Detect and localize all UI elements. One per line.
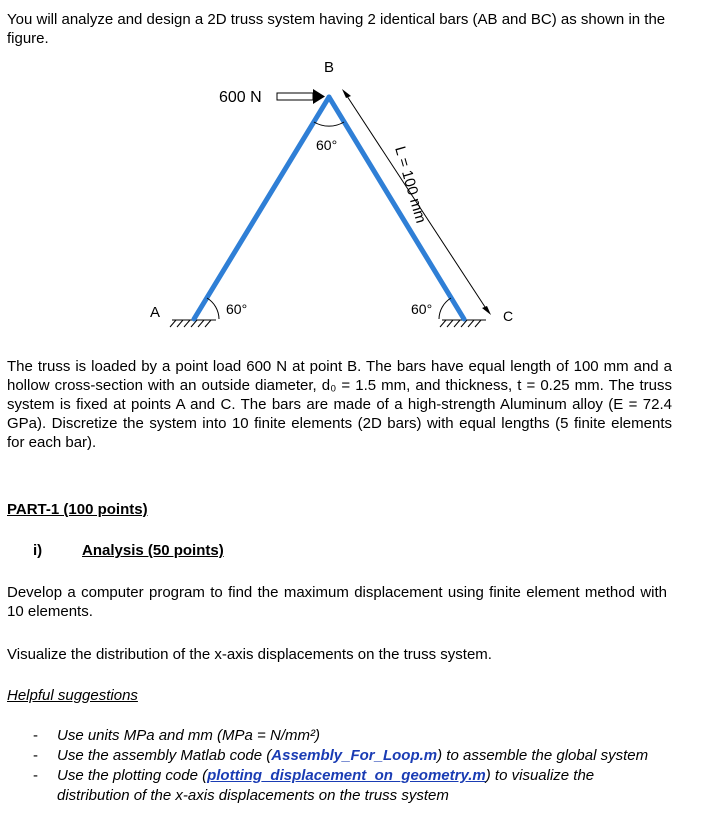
suggestion-assembly	[57, 746, 667, 766]
suggestions-list	[33, 726, 667, 806]
analysis-heading	[33, 542, 224, 559]
intro-text: You will analyze and design a 2D truss system having 2 identical bars (AB and BC) as shown in the figure.	[7, 11, 666, 47]
list-item	[33, 746, 667, 766]
suggestion-assembly-pre: Use the assembly Matlab code (	[57, 747, 272, 764]
suggestion-plotting-pre: Use the plotting code (	[57, 767, 208, 784]
angle-arc-left	[207, 298, 219, 319]
problem-description: The truss is loaded by a point load 600 N at point B. The bars have equal length of 100 mm and a hollow cross-section with an outside diameter, d₀ = 1.5 mm, and thickness, t = 0.25 mm. The truss system is fixed at points A and C. The bars are made of a high-strength Aluminum alloy (E = 72.4 GPa). Discretize the system into 10 finite elements (2D bars) with equal lengths (5 finite elements for each bar).	[7, 358, 672, 451]
point-b-label: B	[324, 59, 335, 76]
angle-right-label: 60°	[411, 301, 433, 317]
suggestion-assembly-post: ) to assemble the global system	[437, 747, 649, 764]
truss-figure	[0, 55, 728, 345]
angle-arc-right	[439, 298, 451, 319]
suggestion-units: Use units MPa and mm (MPa = N/mm²)	[57, 727, 320, 744]
point-a-label: A	[150, 304, 161, 321]
plotting-file-link[interactable]: plotting_displacement_on_geometry.m	[207, 767, 486, 784]
bullet-dash: -	[33, 747, 38, 764]
angle-left-label: 60°	[226, 301, 248, 317]
analysis-title: Analysis (50 points)	[82, 542, 224, 559]
load-arrow	[277, 89, 325, 104]
bar-bc	[329, 97, 464, 319]
load-label: 600 N	[219, 89, 262, 106]
length-label: L = 100 mm	[391, 144, 430, 226]
visualize-text: Visualize the distribution of the x-axis displacements on the truss system.	[7, 646, 492, 663]
list-item	[33, 766, 667, 806]
angle-top-label: 60°	[316, 137, 338, 153]
suggestion-plotting-post: ) to visualize the distribution of the x-axis displacements on the truss system	[57, 767, 595, 804]
assembly-file-link[interactable]: Assembly_For_Loop.m	[271, 747, 438, 764]
bar-ab	[194, 97, 329, 319]
part-heading: PART-1 (100 points)	[7, 501, 148, 518]
bullet-dash: -	[33, 767, 38, 784]
suggestion-plotting	[57, 766, 667, 806]
helpful-heading: Helpful suggestions	[7, 687, 138, 704]
bullet-dash: -	[33, 727, 38, 744]
point-c-label: C	[503, 308, 514, 324]
angle-arc-top	[314, 122, 344, 126]
list-item	[33, 726, 667, 746]
develop-text: Develop a computer program to find the maximum displacement using finite element method with 10 elements.	[7, 584, 667, 620]
analysis-number: i)	[33, 542, 43, 559]
